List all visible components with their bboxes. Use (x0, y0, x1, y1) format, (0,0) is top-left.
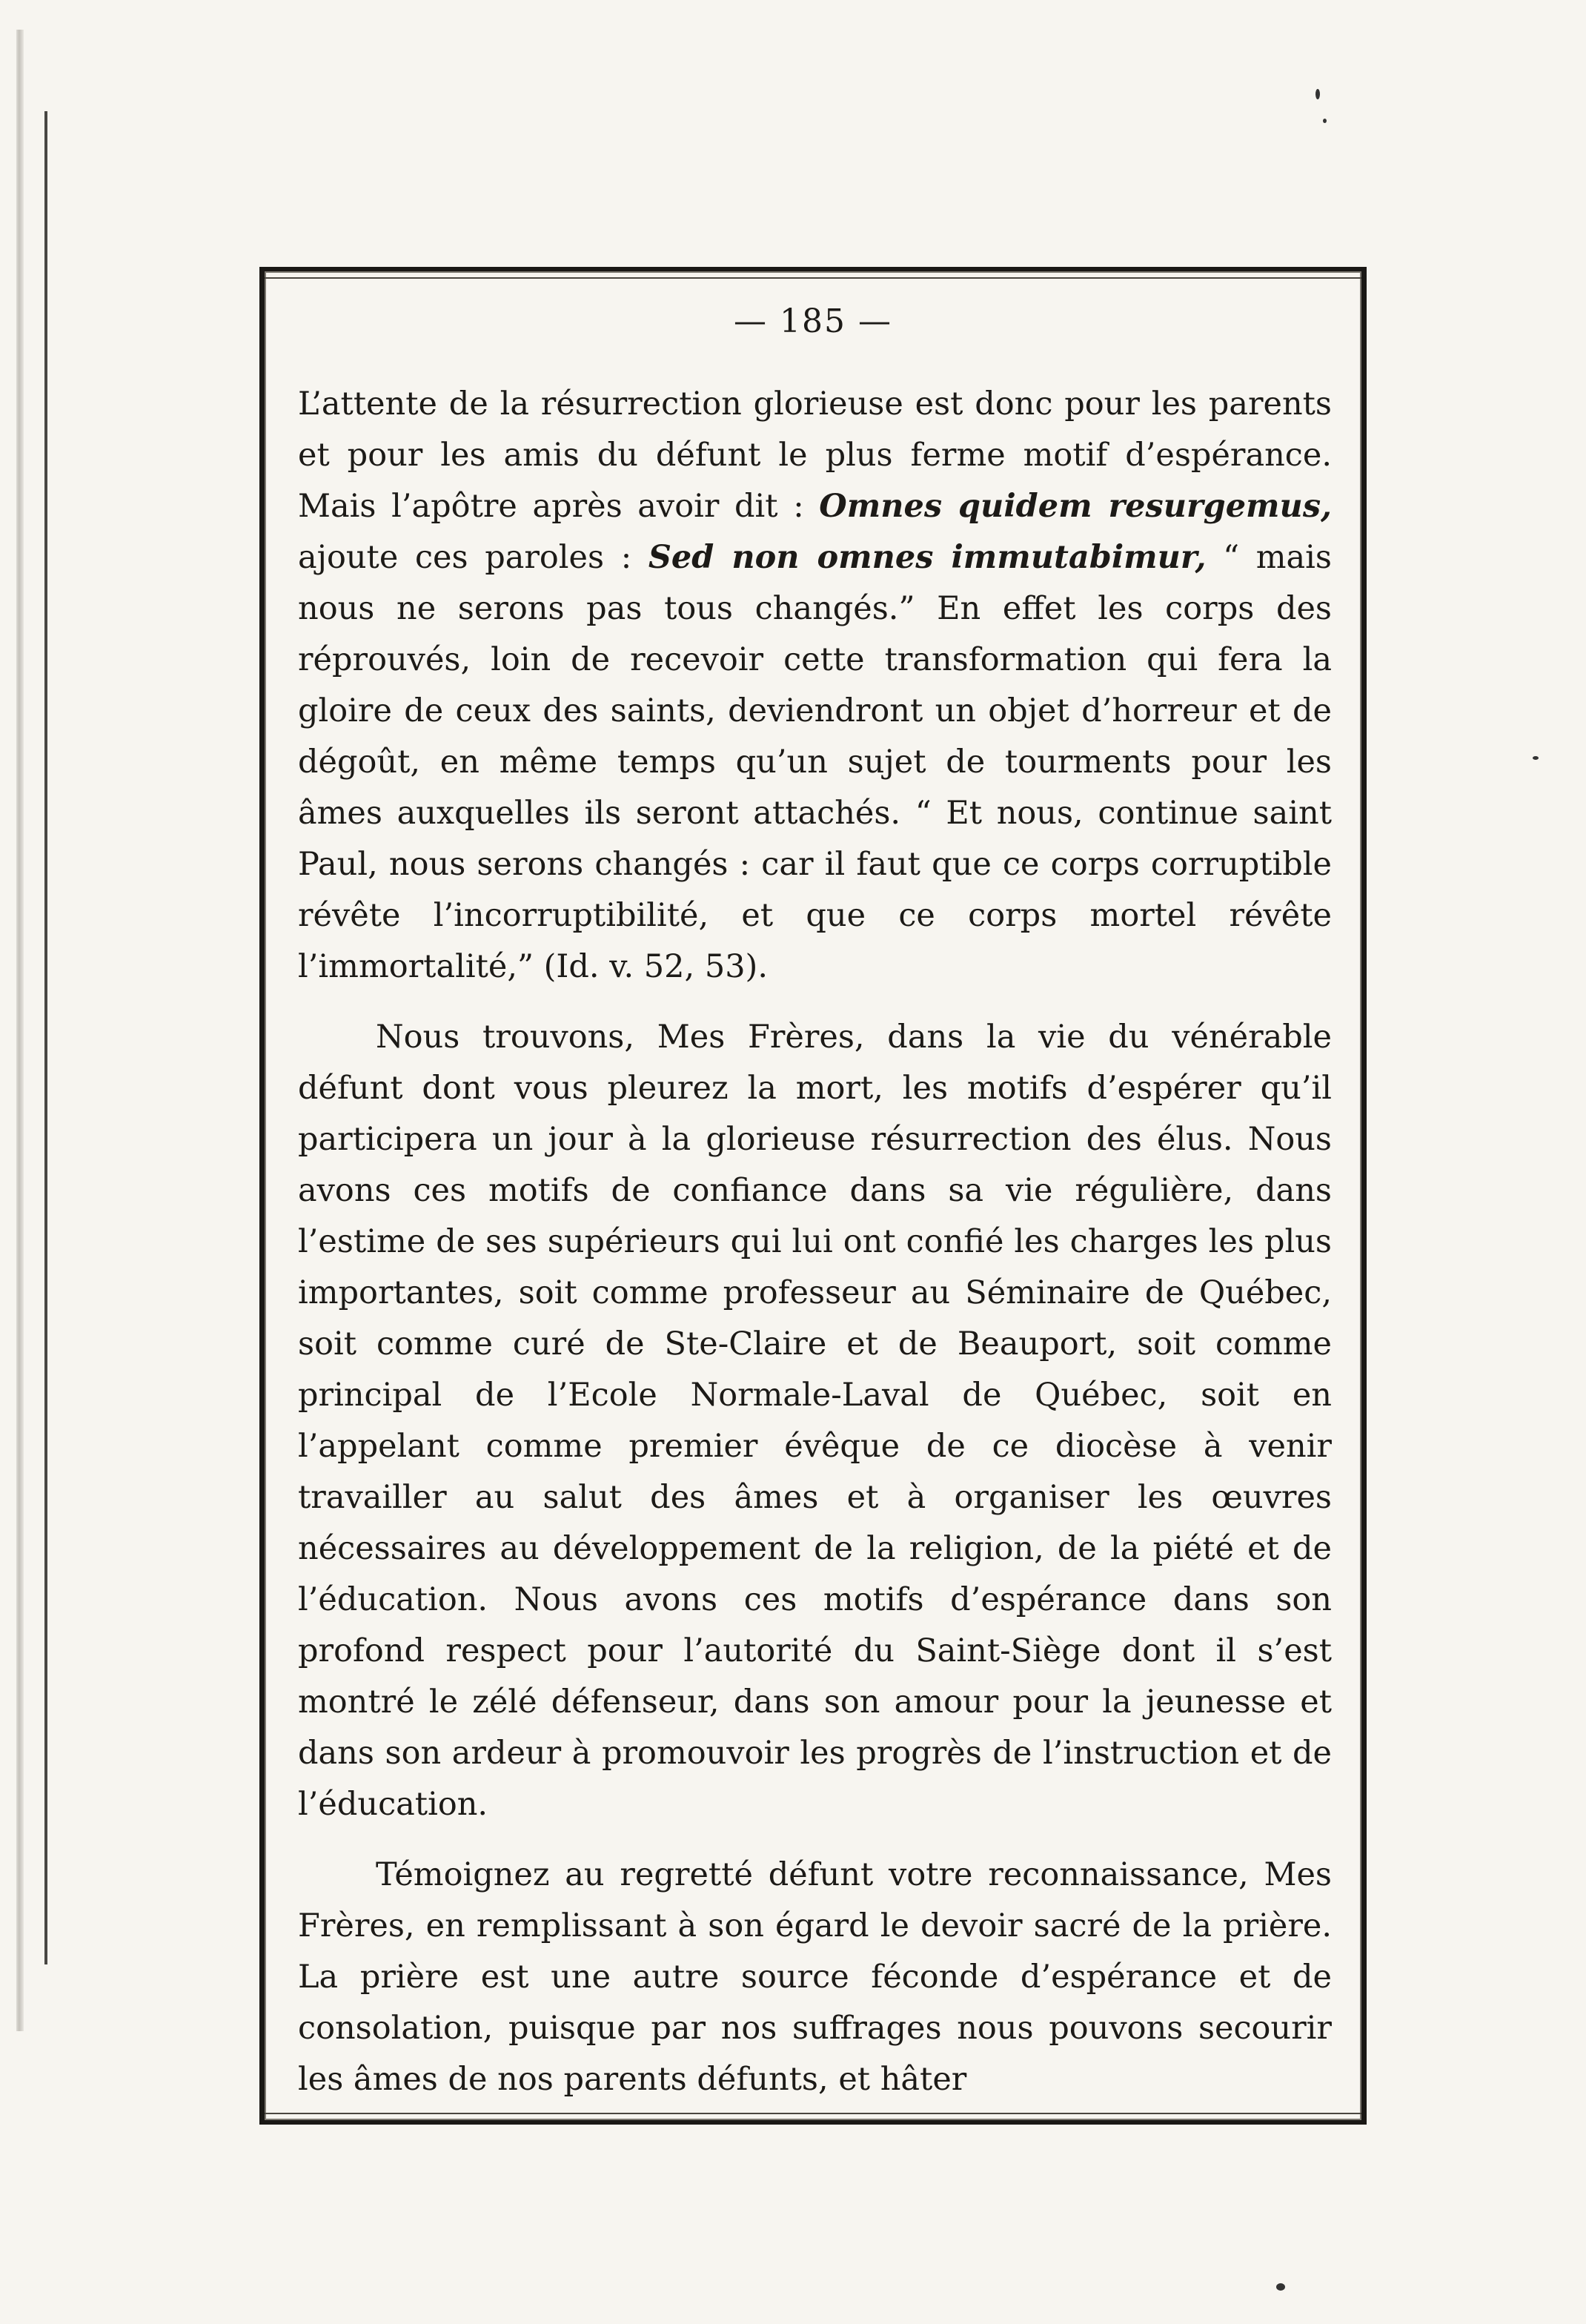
paragraph (298, 1850, 1332, 2105)
page-number: — 185 — (734, 302, 892, 340)
scan-speck (1323, 119, 1327, 123)
text-segment: “ mais nous ne serons pas tous changés.” En effet les corps des réprouvés, loin de recevoir cette transformation qui fera la gloire de ceux des saints, deviendront un objet d’horreur et de dégoût, en même temps qu’un sujet de tourments pour les âmes auxquelles ils seront attachés. “ Et nous, continue saint Paul, nous serons changés : car il faut que ce corps corruptible révête l’incorruptibilité, et que ce corps mortel révête l’immortalité,” (Id. v. 52, 53). (298, 539, 1332, 985)
scan-left-edge (16, 30, 24, 2031)
paragraph (298, 379, 1332, 993)
frame-bottom-rule (265, 2113, 1361, 2114)
text-segment: L’attente de la résurrection glorieuse est donc pour les parents et pour les amis du défunt le plus ferme motif d’espérance. Mais l’apôtre après avoir dit : (298, 385, 1332, 525)
text-segment: ajoute ces paroles : (298, 539, 648, 576)
scan-speck (1315, 89, 1320, 99)
scan-speck (1276, 2283, 1285, 2291)
body-text (298, 379, 1332, 2105)
page-frame (259, 267, 1367, 2125)
scan-speck (1533, 756, 1539, 760)
text-segment: Nous trouvons, Mes Frères, dans la vie du vénérable défunt dont vous pleurez la mort, les motifs d’espérer qu’il participera un jour à la glorieuse résurrection des élus. Nous avons ces motifs de confiance dans sa vie régulière, dans l’estime de ses supérieurs qui lui ont confié les charges les plus importantes, soit comme professeur au Séminaire de Québec, soit comme curé de Ste-Claire et de Beauport, soit comme principal de l’Ecole Normale-Laval de Québec, soit en l’appelant comme premier évêque de ce diocèse à venir travailler au salut des âmes et à organiser les œuvres nécessaires au développement de la religion, de la piété et de l’éducation. Nous avons ces motifs d’espérance dans son profond respect pour l’autorité du Saint-Siège dont il s’est montré le zélé défenseur, dans son amour pour la jeunesse et dans son ardeur à promouvoir les progrès de l’instruction et de l’éducation. (298, 1019, 1332, 1823)
latin-quotation: Sed non omnes immutabimur, (648, 539, 1207, 576)
paragraph (298, 1012, 1332, 1830)
latin-quotation: Omnes quidem resurgemus, (819, 488, 1332, 525)
frame-top-rule (265, 277, 1361, 279)
text-segment: Témoignez au regretté défunt votre reconnaissance, Mes Frères, en remplissant à son égard le devoir sacré de la prière. La prière est une autre source féconde d’espérance et de consolation, puisque par nos suffrages nous pouvons secourir les âmes de nos parents défunts, et hâter (298, 1856, 1332, 2098)
scan-binding-line (44, 111, 47, 1964)
